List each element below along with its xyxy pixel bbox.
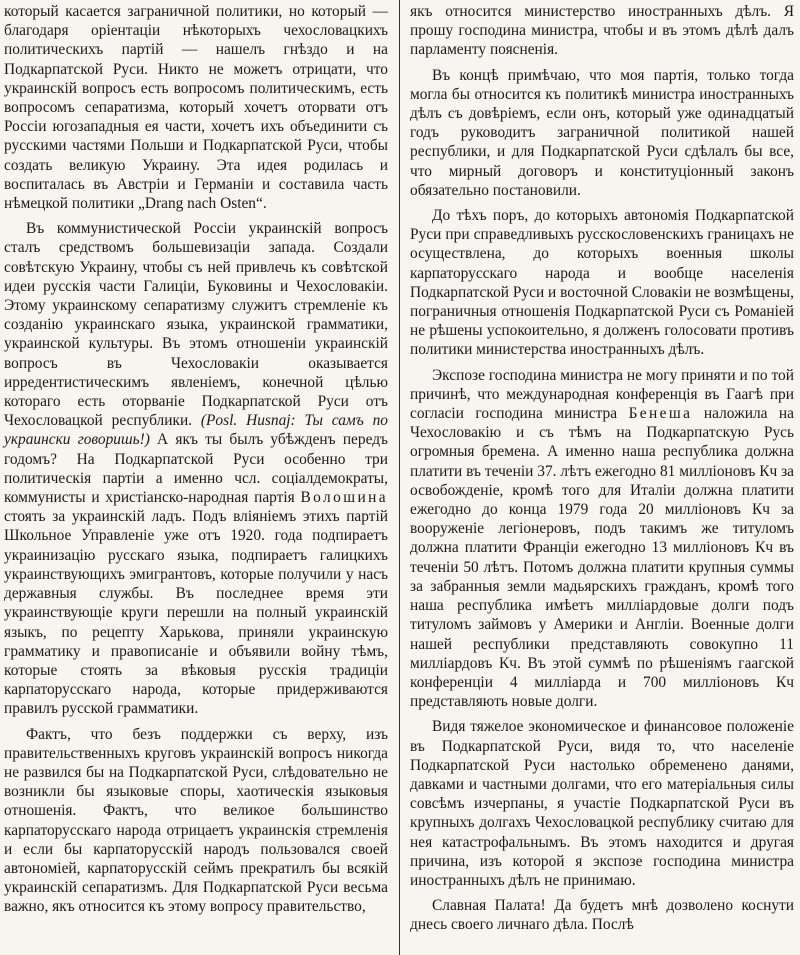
paragraph: Фактъ, что безъ поддержки съ верху, изъ правительственныхъ круговъ украинскій вопросъ никогда не развился бы на Подкарпатской Руси, слѣдовательно не возникли бы языковые споры, хаотическія языковыя отношенія. Фактъ, что великое большинство карпаторусскаго народа отрицаетъ украинскія стремленія и если бы карпаторусскій народъ пользовался своей автономіей, карпаторусскій сеймъ прекратилъ бы всякій украинскій сепаратизмъ. Для Подкарпатской Руси весьма важно, якъ относится къ этому вопросу правительство, [4,725,388,916]
paragraph: Славная Палата! Да будетъ мнѣ дозволено коснути днесь своего личнаго дѣла. Послѣ [410,897,794,934]
spaced-name: Волошина [300,489,388,507]
left-column [4,2,388,923]
interjection: (Posl. Husnaj: Ты самъ по украински говоришь!) [4,412,388,449]
paragraph-text: наложила на Чехословакію и съ тѣмъ на Подкарпатскую Русь огромныя бремена. А именно наша республика должна платити въ теченіи 37. лѣтъ ежегодно 81 милліоновъ Кч за освобожденіе, кромѣ того для Италіи должна платити ежегодно до конца 1979 года 20 милліоновъ Кч за вооруженіе легіонеровъ, подъ такимъ же титуломъ должна платити Франціи ежегодно 13 милліоновъ Кч въ теченіи 50 лѣтъ. Потомъ должна платити крупныя суммы за забранныя земли мадьярскихъ гражданъ, кромѣ того наша республика имѣетъ миллiардовые долги подъ титуломъ займовъ у Америки и Англіи. Военные долги нашей республики представляють совокупно 11 милліардовъ Кч. Въ этой суммѣ по рѣшеніямъ гаагской конференціи 4 милліарда и 700 милліоновъ Кч представляють новые долги. [410,405,795,711]
paragraph: якъ относится министерство иностранныхъ дѣлъ. Я прошу господина министра, чтобы и въ этомъ дѣлѣ далъ парламенту поясненія. [410,3,794,59]
paragraph-text: Экспозе господина министра не могу приняти и по той причинѣ, что международная конференція въ Гаагѣ при согласіи господина министра [410,366,794,423]
right-column [410,2,794,941]
paragraph-text: стоять за украинскій ладъ. Подъ вліяніемъ этихъ партій Школьное Управленіе уже отъ 1920. года подпираетъ украинизацію русскаго языка, подпираетъ галицкихъ украинствующихъ эмигрантовъ, которые получили у насъ державныя службы. Въ последнее время эти украинствующіе круги перешли на полный украинскій языкъ, по рецепту Харькова, приняли украинскую грамматику и правописаніе и объявили войну тѣмъ, которые стоять за вѣковыя русскія традиціи карпаторусскаго народа, которые придерживаются правилъ русской грамматики. [4,508,388,718]
paragraph [4,219,388,718]
spaced-name: Бенеша [628,405,693,423]
column-divider [399,0,400,955]
paragraph: Видя тяжелое экономическое и финансовое положеніе въ Подкарпатской Руси, видя то, что населеніе Подкарпатской Руси настолько обременено данями, давками и частными долгами, что его матеріальныя силы совсѣмъ изчерпаны, я участіе Подкарпатской Руси въ крупныхъ долгахъ Чехословацкой республику считаю для нея катастрофальнымъ. Въ этомъ находится и другая причина, изъ которой я экспозе господина министра иностранныхъ дѣлъ не принимаю. [410,718,794,889]
paragraph: До тѣхъ поръ, до которыхъ автономія Подкарпатской Руси при справедливыхъ русскословенскихъ границахъ не осуществлена, до которыхъ военныя школы карпаторусскаго народа и вообще населенія Подкарпатской Руси и восточной Словакіи не возмѣщены, пограничныя отношенія Подкарпатской Руси съ Романіей не рѣшены успокоительно, я долженъ голосовати противъ политики министерства иностранныхъ дѣлъ. [410,207,794,359]
paragraph: Въ концѣ примѣчаю, что моя партія, только тогда могла бы относится къ политикѣ министра иностранныхъ дѣлъ съ довѣріемъ, если онъ, который уже одинадцатый годъ руководитъ заграничной политикой нашей республики, и для Подкарпатской Руси сдѣлалъ бы все, что мирный договоръ и конституціонный законъ обязательно постановили. [410,66,794,199]
paragraph [410,366,794,712]
paragraph: который касается заграничной политики, но который — благодаря оріентаціи нѣкоторыхъ чехословацкихъ политическихъ партій — нашелъ гнѣздо и на Подкарпатской Руси. Никто не можетъ отрицати, что украинскій вопросъ есть вопросомъ политическимъ, есть вопросомъ сепаратизма, который хочетъ оторвати отъ Россіи югозападныя ея части, хочетъ ихъ объединити съ русскими частями Польши и Подкарпатской Руси, чтобы создать великую Украину. Эта идея родилась и воспиталась въ Австріи и Германіи и составила часть нѣмецкой политики „Drang nach Osten“. [4,3,388,213]
paragraph-text: А якъ ты былъ убѣжденъ передъ годомъ? На Подкарпатской Руси особенно три политическія партіи а именно чсл. соціалдемократы, коммунисты и христіанско-народная партія [4,431,388,507]
paragraph-text: Въ коммунистической Россіи украинскій вопросъ сталъ средствомъ большевизаціи запада. Создали совѣтскую Украину, чтобы съ ней привлечь къ совѣтской идеи русскія части Галиціи, Буковины и Чехословакіи. Этому украинскому сепаратизму служитъ стремленіе къ созданію украинскаго языка, украинской грамматики, украинской культуры. Въ этомъ отношеніи украинскій вопросъ въ Чехословакіи оказывается ирредентистическимъ явленіемъ, конечной цѣлью котораго есть оторваніе Подкарпатской Руси отъ Чехословацкой республики. [4,220,388,430]
